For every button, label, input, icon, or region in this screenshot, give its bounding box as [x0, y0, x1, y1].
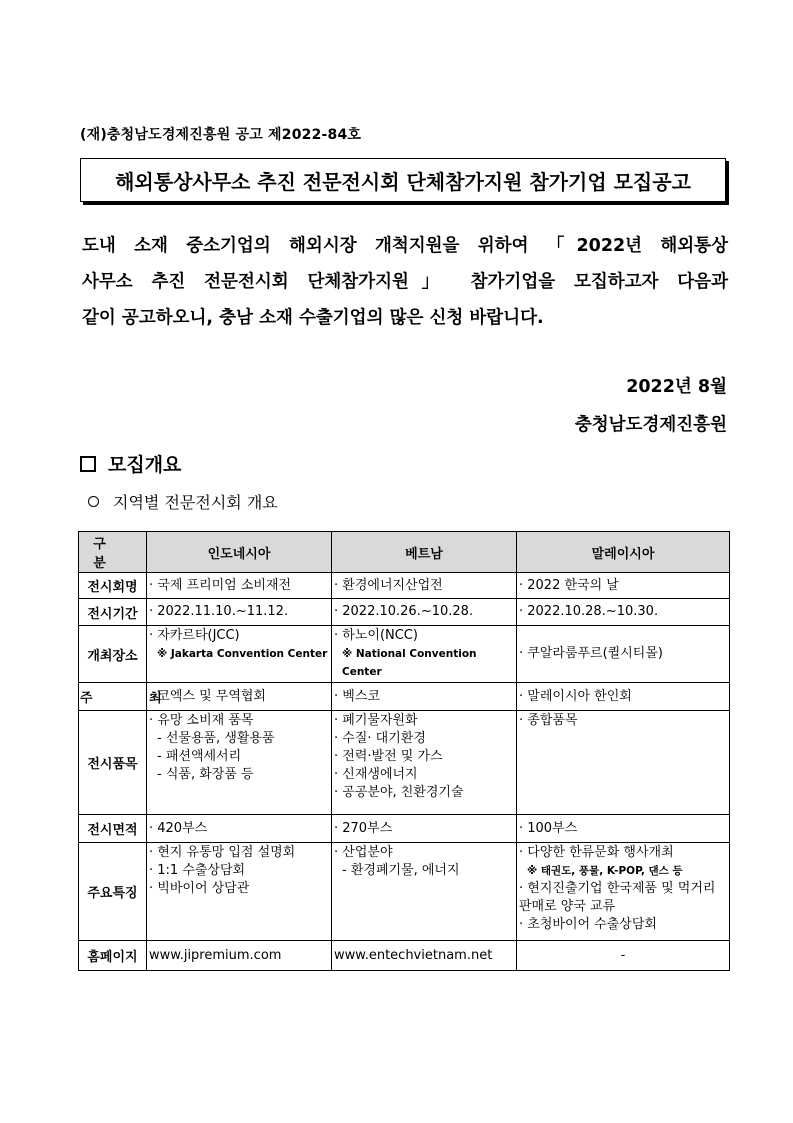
table-row	[79, 941, 730, 971]
cell: · 100부스	[517, 815, 730, 843]
cell	[332, 843, 517, 941]
subsection-title: 지역별 전문전시회 개요	[113, 493, 278, 512]
intro-line-3: 같이 공고하오니, 충남 소재 수출기업의 많은 신청 바랍니다.	[82, 308, 544, 328]
cell-line: - 선물용품, 생활용품	[157, 731, 275, 746]
issuing-organization: 충청남도경제진흥원	[574, 415, 727, 435]
cell-line: · 유망 소비재 품목	[149, 713, 254, 728]
cell: · 2022.10.28.~10.30.	[517, 599, 730, 626]
cell: · 270부스	[332, 815, 517, 843]
cell-line: - 환경폐기물, 에너지	[342, 863, 460, 878]
row-label-host: 주 최	[79, 683, 147, 711]
header-category: 구 분	[79, 532, 147, 573]
cell: · 420부스	[147, 815, 332, 843]
section-heading	[80, 450, 181, 477]
cell	[147, 711, 332, 815]
cell: · 쿠알라룸푸르(퀼시티몰)	[517, 626, 730, 683]
homepage-link-indonesia[interactable]: www.jipremium.com	[147, 941, 332, 971]
row-label-period: 전시기간	[79, 599, 147, 626]
cell-line: · 현지진출기업 한국제품 및 먹거리판매로 양국 교류	[519, 881, 716, 914]
row-label-items: 전시품목	[79, 711, 147, 815]
cell: · 환경에너지산업전	[332, 573, 517, 599]
cell-line: · 신재생에너지	[334, 767, 418, 782]
cell-line: · 수질· 대기환경	[334, 731, 426, 746]
row-label-name: 전시회명	[79, 573, 147, 599]
intro-line-2: 사무소 추진 전문전시회 단체참가지원」 참가기업을 모집하고자 다음과	[82, 272, 728, 292]
cell-note: ※ 태권도, 풍물, K-POP, 댄스 등	[527, 865, 683, 877]
cell: · 2022.11.10.~11.12.	[147, 599, 332, 626]
homepage-link-vietnam[interactable]: www.entechvietnam.net	[332, 941, 517, 971]
cell-line: - 패션액세서리	[157, 749, 242, 764]
cell	[517, 843, 730, 941]
row-label-area: 전시면적	[79, 815, 147, 843]
cell	[147, 843, 332, 941]
cell-line: · 하노이(NCC)	[334, 628, 418, 643]
square-bullet-icon	[80, 456, 96, 472]
issue-date: 2022년 8월	[626, 377, 727, 397]
cell-line: · 자카르타(JCC)	[149, 628, 240, 643]
cell	[517, 711, 730, 815]
table-header-row	[79, 532, 730, 573]
cell: -	[517, 941, 730, 971]
header-malaysia: 말레이시아	[517, 532, 730, 573]
cell: · 2022.10.26.~10.28.	[332, 599, 517, 626]
cell-line: · 현지 유통망 입점 설명회	[149, 845, 296, 860]
cell-line: · 폐기물자원화	[334, 713, 418, 728]
cell: · 말레이시아 한인회	[517, 683, 730, 711]
cell-line: · 전력·발전 및 가스	[334, 749, 443, 764]
notice-title-text: 해외통상사무소 추진 전문전시회 단체참가지원 참가기업 모집공고	[115, 169, 691, 194]
cell-note: ※ Jakarta Convention Center	[157, 648, 328, 660]
cell-line: · 종합품목	[519, 713, 578, 728]
row-label-features: 주요특징	[79, 843, 147, 941]
table-row	[79, 815, 730, 843]
notice-title	[80, 158, 726, 202]
cell-line: · 빅바이어 상담관	[149, 881, 250, 896]
cell-line: · 공공분야, 친환경기술	[334, 785, 464, 800]
header-indonesia: 인도네시아	[147, 532, 332, 573]
circle-bullet-icon	[88, 496, 99, 507]
cell: · 2022 한국의 날	[517, 573, 730, 599]
table-row	[79, 843, 730, 941]
intro-line-1: 도내 소재 중소기업의 해외시장 개척지원을 위하여 「2022년 해외통상	[82, 236, 728, 256]
table-row	[79, 683, 730, 711]
exhibition-table	[78, 531, 730, 971]
cell: · 코엑스 및 무역협회	[147, 683, 332, 711]
cell: · 국제 프리미엄 소비재전	[147, 573, 332, 599]
cell-line: · 다양한 한류문화 행사개최	[519, 845, 674, 860]
intro-paragraph	[82, 228, 728, 336]
cell-line: · 초청바이어 수출상담회	[519, 917, 657, 932]
notice-number: (재)충청남도경제진흥원 공고 제2022-84호	[80, 127, 362, 143]
table-row	[79, 711, 730, 815]
subsection-heading	[88, 490, 278, 513]
cell	[332, 711, 517, 815]
cell-note: ※ National Convention Center	[342, 648, 477, 678]
cell	[332, 626, 517, 683]
header-vietnam: 베트남	[332, 532, 517, 573]
table-row	[79, 626, 730, 683]
row-label-venue: 개최장소	[79, 626, 147, 683]
table-row	[79, 599, 730, 626]
cell-line: · 1:1 수출상담회	[149, 863, 246, 878]
table-row	[79, 573, 730, 599]
section-title: 모집개요	[108, 454, 182, 476]
row-label-homepage: 홈페이지	[79, 941, 147, 971]
cell-line: · 산업분야	[334, 845, 393, 860]
cell: · 벡스코	[332, 683, 517, 711]
cell-line: - 식품, 화장품 등	[157, 767, 254, 782]
cell	[147, 626, 332, 683]
